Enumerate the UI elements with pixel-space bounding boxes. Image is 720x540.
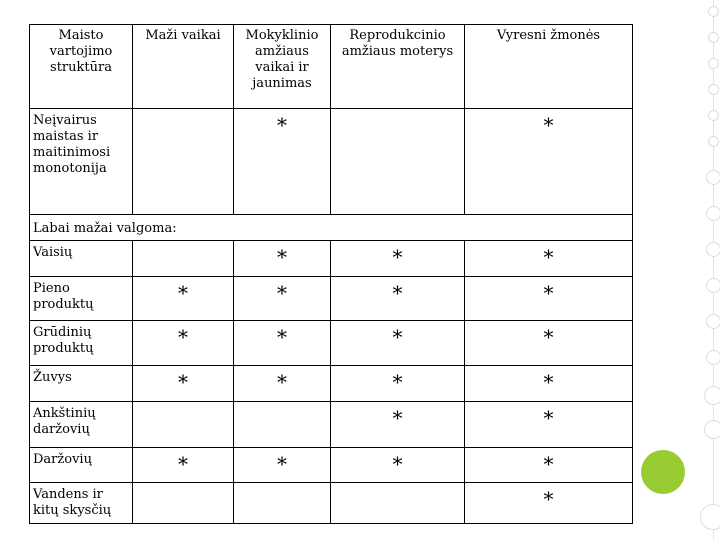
decorative-dot [706,350,720,365]
table-row [30,241,633,277]
star-cell: * [465,321,633,366]
star-cell: * [234,366,331,402]
star-cell: * [133,321,234,366]
table-row [30,402,633,448]
decorative-dot [708,6,719,17]
decorative-dot [706,278,720,293]
decorative-dot [708,136,719,147]
section-row [30,215,633,241]
decorative-dot [708,110,719,121]
row-label: Daržovių [30,448,133,483]
row-label: Žuvys [30,366,133,402]
header-cell-school-age: Mokyklinio amžiaus vaikai ir jaunimas [234,25,331,109]
star-cell [234,402,331,448]
star-cell [133,402,234,448]
table-row [30,109,633,215]
star-cell: * [133,366,234,402]
star-cell: * [465,241,633,277]
decorative-dot [706,170,720,185]
table-row [30,448,633,483]
star-cell: * [331,241,465,277]
decorative-dot [704,420,720,439]
star-cell: * [465,366,633,402]
star-cell: * [465,277,633,321]
star-cell: * [133,277,234,321]
star-cell: * [133,448,234,483]
row-label: Vaisių [30,241,133,277]
table-row [30,277,633,321]
row-label: Pieno produktų [30,277,133,321]
star-cell: * [331,321,465,366]
decorative-dot [706,206,720,221]
star-cell [331,109,465,215]
header-cell-elderly: Vyresni žmonės [465,25,633,109]
decorative-dot [708,84,719,95]
star-cell: * [234,109,331,215]
decorative-dot [706,242,720,257]
header-cell-food-structure: Maisto vartojimo struktūra [30,25,133,109]
star-cell: * [331,448,465,483]
star-cell: * [331,366,465,402]
star-cell [133,241,234,277]
table-row [30,321,633,366]
row-label: Ankštinių daržovių [30,402,133,448]
star-cell [133,109,234,215]
header-cell-small-children: Maži vaikai [133,25,234,109]
header-cell-reproductive-women: Reprodukcinio amžiaus moterys [331,25,465,109]
star-cell: * [465,483,633,524]
section-label: Labai mažai valgoma: [30,215,633,241]
star-cell: * [465,448,633,483]
decorative-dot [700,504,720,530]
table-row [30,366,633,402]
decorative-dot [708,32,719,43]
decorative-dot [706,314,720,329]
food-consumption-table [29,24,633,524]
star-cell: * [331,402,465,448]
star-cell [331,483,465,524]
star-cell: * [234,321,331,366]
star-cell [133,483,234,524]
decorative-green-circle [641,450,685,494]
table-row [30,483,633,524]
star-cell: * [465,402,633,448]
row-label: Vandens ir kitų skysčių [30,483,133,524]
star-cell: * [465,109,633,215]
decorative-dot [708,58,719,69]
star-cell: * [234,277,331,321]
star-cell [234,483,331,524]
star-cell: * [331,277,465,321]
row-label: Grūdinių produktų [30,321,133,366]
decorative-vertical-line [713,0,714,540]
row-label: Neįvairus maistas ir maitinimosi monotonija [30,109,133,215]
decorative-dot [704,386,720,405]
star-cell: * [234,241,331,277]
star-cell: * [234,448,331,483]
table-header-row [30,25,633,109]
